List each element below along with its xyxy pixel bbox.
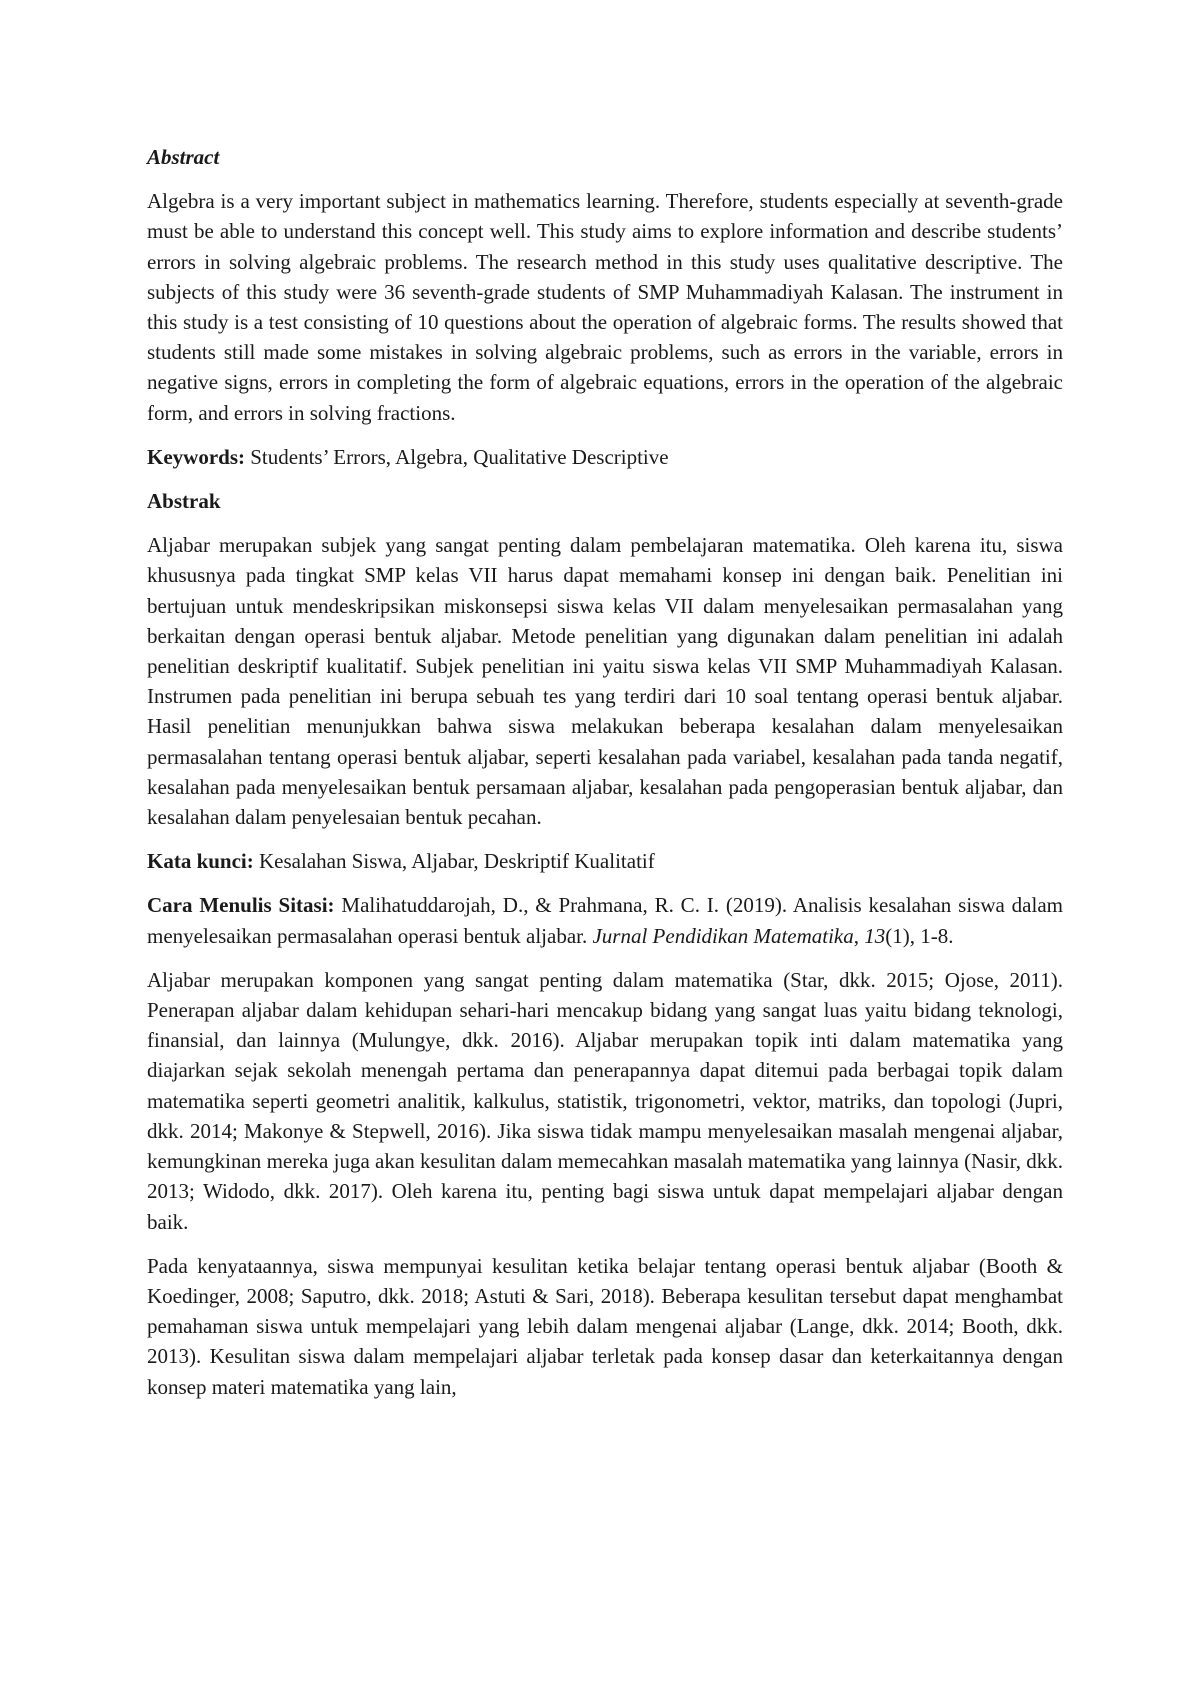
keywords-label: Keywords: bbox=[147, 444, 245, 469]
body-paragraph-1: Aljabar merupakan komponen yang sangat penting dalam matematika (Star, dkk. 2015; Ojose, 2011). Penerapan aljabar dalam kehidupan sehari-hari mencakup bidang yang sangat luas yaitu bidang teknologi, finansial, dan lainnya (Mulungye, dkk. 2016). Aljabar merupakan topik inti dalam matematika yang diajarkan sejak sekolah menengah pertama dan penerapannya dapat ditemui pada berbagai topik dalam matematika seperti geometri analitik, kalkulus, statistik, trigonometri, vektor, matriks, dan topologi (Jupri, dkk. 2014; Makonye & Stepwell, 2016). Jika siswa tidak mampu menyelesaikan masalah mengenai aljabar, kemungkinan mereka juga akan kesulitan dalam memecahkan masalah matematika yang lainnya (Nasir, dkk. 2013; Widodo, dkk. 2017). Oleh karena itu, penting bagi siswa untuk dapat mempelajari aljabar dengan baik. bbox=[147, 967, 1063, 1234]
body-paragraph-2: Pada kenyataannya, siswa mempunyai kesulitan ketika belajar tentang operasi bentuk aljabar (Booth & Koedinger, 2008; Saputro, dkk. 2018; Astuti & Sari, 2018). Beberapa kesulitan tersebut dapat menghambat pemahaman siswa untuk mempelajari yang lebih dalam mengenai aljabar (Lange, dkk. 2014; Booth, dkk. 2013). Kesulitan siswa dalam mempelajari aljabar terletak pada konsep dasar dan keterkaitannya dengan konsep materi matematika yang lain, bbox=[147, 1253, 1063, 1399]
citation-text: Malihatuddarojah, D., & Prahmana, R. C. I. (2019). Analisis kesalahan siswa dalam menyelesaikan permasalahan operasi bentuk aljabar. bbox=[147, 893, 1063, 948]
kata-kunci-text: Kesalahan Siswa, Aljabar, Deskriptif Kualitatif bbox=[253, 849, 655, 874]
keywords-line bbox=[147, 442, 1063, 472]
citation-separator: , bbox=[853, 923, 865, 948]
citation-volume: 13 bbox=[864, 923, 886, 948]
abstrak-heading: Abstrak bbox=[147, 489, 221, 514]
document-page bbox=[147, 142, 1063, 1416]
citation-label: Cara Menulis Sitasi: bbox=[147, 893, 335, 918]
abstrak-body: Aljabar merupakan subjek yang sangat penting dalam pembelajaran matematika. Oleh karena itu, siswa khususnya pada tingkat SMP kelas VII harus dapat memahami konsep ini dengan baik. Penelitian ini bertujuan untuk mendeskripsikan miskonsepsi siswa kelas VII dalam menyelesaikan permasalahan yang berkaitan dengan operasi bentuk aljabar. Metode penelitian yang digunakan dalam penelitian ini adalah penelitian deskriptif kualitatif. Subjek penelitian ini yaitu siswa kelas VII SMP Muhammadiyah Kalasan. Instrumen pada penelitian ini berupa sebuah tes yang terdiri dari 10 soal tentang operasi bentuk aljabar. Hasil penelitian menunjukkan bahwa siswa melakukan beberapa kesalahan dalam menyelesaikan permasalahan tentang operasi bentuk aljabar, seperti kesalahan pada variabel, kesalahan pada tanda negatif, kesalahan pada menyelesaikan bentuk persamaan aljabar, kesalahan pada pengoperasian bentuk aljabar, dan kesalahan dalam penyelesaian bentuk pecahan. bbox=[147, 533, 1063, 830]
kata-kunci-label: Kata kunci: bbox=[147, 849, 254, 874]
abstract-heading: Abstract bbox=[147, 145, 220, 169]
citation-paragraph bbox=[147, 890, 1063, 950]
citation-journal: Jurnal Pendidikan Matematika bbox=[592, 923, 854, 948]
keywords-text: Students’ Errors, Algebra, Qualitative Descriptive bbox=[245, 444, 669, 469]
kata-kunci-line bbox=[147, 846, 1063, 876]
citation-rest: (1), 1-8. bbox=[885, 923, 954, 948]
abstract-body: Algebra is a very important subject in mathematics learning. Therefore, students especially at seventh-grade must be able to understand this concept well. This study aims to explore information and describe students’ errors in solving algebraic problems. The research method in this study uses qualitative descriptive. The subjects of this study were 36 seventh-grade students of SMP Muhammadiyah Kalasan. The instrument in this study is a test consisting of 10 questions about the operation of algebraic forms. The results showed that students still made some mistakes in solving algebraic problems, such as errors in the variable, errors in negative signs, errors in completing the form of algebraic equations, errors in the operation of the algebraic form, and errors in solving fractions. bbox=[147, 189, 1063, 425]
